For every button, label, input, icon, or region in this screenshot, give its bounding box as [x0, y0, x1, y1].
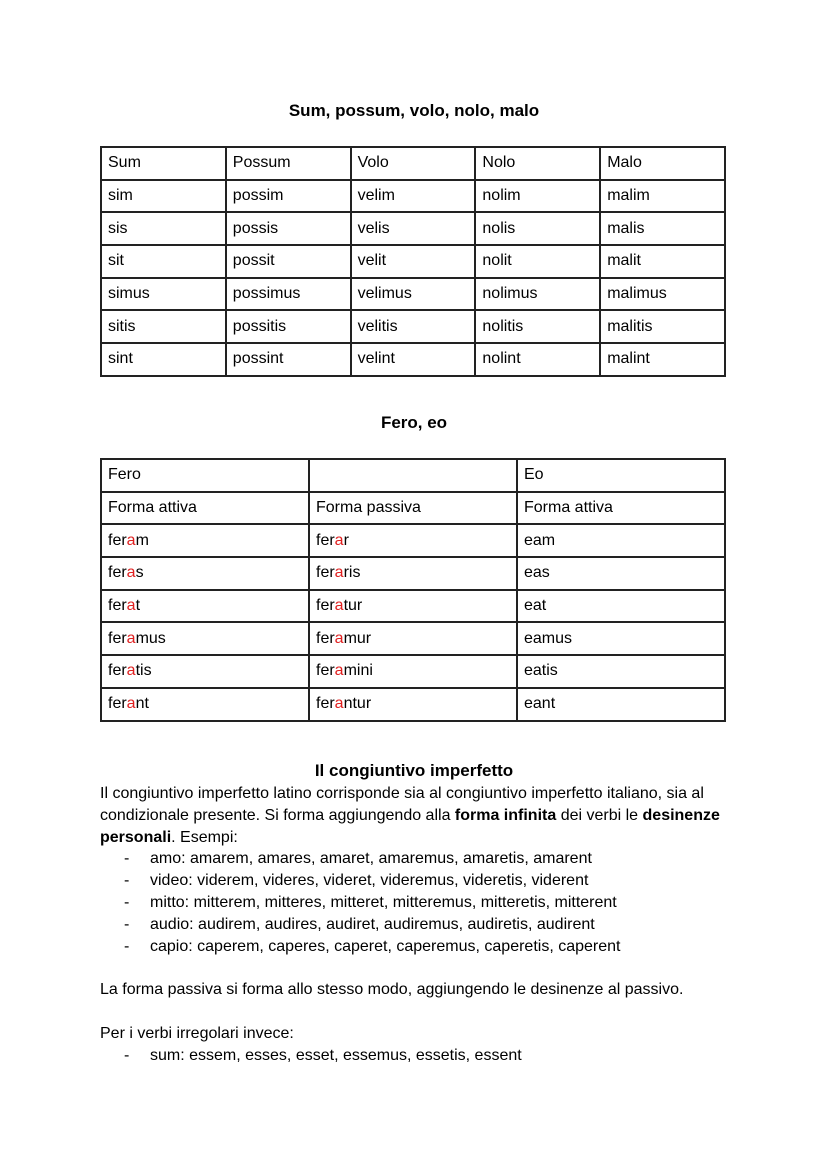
table-cell: velitis [351, 310, 476, 343]
table-row [101, 278, 725, 311]
table-cell: simus [101, 278, 226, 311]
table-cell: possint [226, 343, 351, 376]
table-cell: nolint [475, 343, 600, 376]
table-cell: possimus [226, 278, 351, 311]
title-fero-eo: Fero, eo [380, 413, 448, 432]
intro-text: Il congiuntivo imperfetto latino corrisponde sia al congiuntivo imperfetto italiano, sia al condizionale presente. Si forma aggiungendo alla [100, 785, 704, 824]
verb-ending: s [135, 564, 144, 582]
table-cell [101, 557, 309, 590]
table-cell: malitis [600, 310, 725, 343]
table-cell: nolimus [475, 278, 600, 311]
highlighted-vowel: a [126, 695, 136, 713]
table-header-row [101, 459, 725, 492]
table-cell: sit [101, 245, 226, 278]
table-cell [101, 622, 309, 655]
verb-ending: mur [343, 629, 372, 647]
highlighted-vowel: a [126, 531, 136, 549]
table-row [101, 180, 725, 213]
verb-stem: fer [316, 597, 335, 615]
verb-stem: fer [108, 662, 127, 680]
table-cell: malimus [600, 278, 725, 311]
irregular-item: - sum: essem, esses, esset, essemus, essetis, essent [100, 1045, 740, 1067]
table-cell: possitis [226, 310, 351, 343]
table-cell: Nolo [475, 147, 600, 180]
table-cell: Malo [600, 147, 725, 180]
table-cell [101, 655, 309, 688]
table-cell: sim [101, 180, 226, 213]
highlighted-vowel: a [126, 597, 136, 615]
highlighted-vowel: a [126, 629, 136, 647]
table-cell: Sum [101, 147, 226, 180]
verb-ending: r [343, 531, 349, 549]
verb-ending: ntur [343, 695, 372, 713]
table-cell: malis [600, 212, 725, 245]
verb-stem: fer [108, 629, 127, 647]
table-cell: malint [600, 343, 725, 376]
highlighted-vowel: a [334, 564, 344, 582]
table-cell: eant [517, 688, 725, 721]
table-cell: Eo [517, 459, 725, 492]
intro-text: . Esempi: [171, 828, 238, 846]
table-cell: possis [226, 212, 351, 245]
table-cell: eam [517, 524, 725, 557]
table-cell: sis [101, 212, 226, 245]
example-item: - video: viderem, videres, videret, videremus, videretis, viderent [100, 870, 740, 892]
highlighted-vowel: a [334, 662, 344, 680]
table-cell: nolis [475, 212, 600, 245]
table-cell [101, 688, 309, 721]
table-cell: eat [517, 590, 725, 623]
verb-ending: t [135, 597, 141, 615]
table-cell: Forma attiva [517, 492, 725, 525]
verb-ending: mus [135, 629, 166, 647]
section-heading: Il congiuntivo imperfetto [314, 761, 514, 780]
table-row [101, 245, 725, 278]
irregular-intro: Per i verbi irregolari invece: [100, 1024, 294, 1042]
table-sum-possum-volo-nolo-malo [100, 146, 726, 377]
table-cell: malim [600, 180, 725, 213]
table-row [101, 622, 725, 655]
table-cell: eamus [517, 622, 725, 655]
table-cell: eatis [517, 655, 725, 688]
table-cell: velit [351, 245, 476, 278]
table-cell: Forma passiva [309, 492, 517, 525]
intro-text: dei verbi le [556, 806, 643, 824]
verb-stem: fer [108, 564, 127, 582]
table-cell: sint [101, 343, 226, 376]
verb-ending: tis [135, 662, 152, 680]
table-row [101, 212, 725, 245]
table-fero-eo [100, 458, 726, 722]
verb-stem: fer [108, 531, 127, 549]
highlighted-vowel: a [334, 629, 344, 647]
passive-paragraph: La forma passiva si forma allo stesso modo, aggiungendo le desinenze al passivo. [100, 981, 684, 999]
verb-stem: fer [316, 662, 335, 680]
table-cell: sitis [101, 310, 226, 343]
table-cell: possim [226, 180, 351, 213]
table-header-row [101, 492, 725, 525]
verb-ending: tur [343, 597, 363, 615]
table-row [101, 343, 725, 376]
verb-stem: fer [316, 629, 335, 647]
table-cell: Possum [226, 147, 351, 180]
table-cell: velim [351, 180, 476, 213]
table-cell: possit [226, 245, 351, 278]
table-cell: nolim [475, 180, 600, 213]
example-item: - mitto: mitterem, mitteres, mitteret, mitteremus, mitteretis, mitterent [100, 892, 740, 914]
verb-stem: fer [108, 597, 127, 615]
table-cell: nolitis [475, 310, 600, 343]
verb-ending: m [135, 531, 149, 549]
highlighted-vowel: a [334, 695, 344, 713]
table-cell [309, 688, 517, 721]
table-row [101, 590, 725, 623]
table-cell: velis [351, 212, 476, 245]
intro-bold: desinenze personali [100, 806, 720, 846]
table-cell: nolit [475, 245, 600, 278]
table-cell: malit [600, 245, 725, 278]
table-cell [309, 590, 517, 623]
table-cell: Volo [351, 147, 476, 180]
table-cell [309, 557, 517, 590]
highlighted-vowel: a [126, 564, 136, 582]
table-cell: Forma attiva [101, 492, 309, 525]
table-cell: Fero [101, 459, 309, 492]
highlighted-vowel: a [334, 597, 344, 615]
table-row [101, 147, 725, 180]
example-item: - amo: amarem, amares, amaret, amaremus, amaretis, amarent [100, 848, 740, 870]
section-body [100, 783, 740, 1066]
table-cell [309, 655, 517, 688]
table-row [101, 688, 725, 721]
table-cell: velint [351, 343, 476, 376]
highlighted-vowel: a [334, 531, 344, 549]
irregular-list [100, 1045, 740, 1067]
table-row [101, 310, 725, 343]
highlighted-vowel: a [126, 662, 136, 680]
title-sum-possum: Sum, possum, volo, nolo, malo [288, 101, 540, 120]
intro-paragraph [100, 783, 740, 848]
table-cell [309, 459, 517, 492]
verb-stem: fer [316, 564, 335, 582]
table-row [101, 524, 725, 557]
table-cell [101, 524, 309, 557]
verb-ending: ris [343, 564, 361, 582]
table-cell [309, 524, 517, 557]
table-row [101, 557, 725, 590]
verb-ending: nt [135, 695, 149, 713]
table-cell [309, 622, 517, 655]
table-cell: eas [517, 557, 725, 590]
table-cell: velimus [351, 278, 476, 311]
table-row [101, 655, 725, 688]
example-item: - audio: audirem, audires, audiret, audiremus, audiretis, audirent [100, 914, 740, 936]
table-cell [101, 590, 309, 623]
verb-stem: fer [108, 695, 127, 713]
verb-stem: fer [316, 695, 335, 713]
examples-list [100, 848, 740, 957]
verb-stem: fer [316, 531, 335, 549]
verb-ending: mini [343, 662, 373, 680]
example-item: - capio: caperem, caperes, caperet, caperemus, caperetis, caperent [100, 936, 740, 958]
intro-bold: forma infinita [454, 806, 557, 824]
